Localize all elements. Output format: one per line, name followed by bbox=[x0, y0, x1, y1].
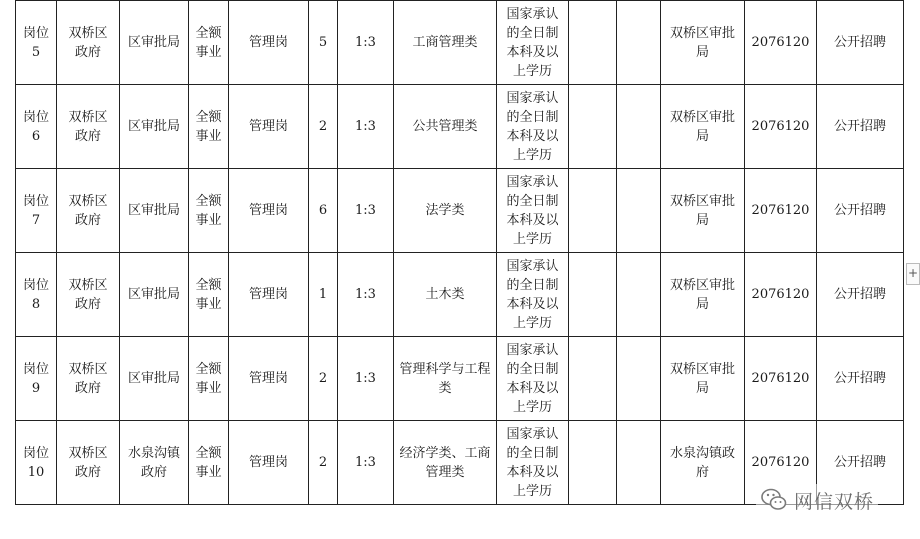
cell-ratio: 1:3 bbox=[338, 337, 394, 421]
cell-education: 国家承认 的全日制 本科及以 上学历 bbox=[497, 337, 569, 421]
cell-count: 2 bbox=[309, 421, 338, 505]
wechat-icon bbox=[760, 486, 788, 514]
cell-funding: 全额 事业 bbox=[189, 253, 229, 337]
cell-major: 管理科学与工程 类 bbox=[394, 337, 497, 421]
cell-count: 2 bbox=[309, 85, 338, 169]
cell-extra1 bbox=[569, 421, 617, 505]
cell-education: 国家承认 的全日制 本科及以 上学历 bbox=[497, 169, 569, 253]
cell-phone: 2076120 bbox=[745, 337, 817, 421]
cell-ratio: 1:3 bbox=[338, 1, 394, 85]
cell-department: 水泉沟镇政 府 bbox=[661, 421, 745, 505]
cell-extra2 bbox=[617, 169, 661, 253]
expand-handle[interactable]: + bbox=[906, 263, 920, 285]
cell-unit: 区审批局 bbox=[120, 337, 189, 421]
cell-extra2 bbox=[617, 85, 661, 169]
cell-extra2 bbox=[617, 421, 661, 505]
cell-method: 公开招聘 bbox=[817, 337, 904, 421]
watermark bbox=[756, 484, 878, 516]
cell-ratio: 1:3 bbox=[338, 253, 394, 337]
cell-extra1 bbox=[569, 169, 617, 253]
cell-district: 双桥区 政府 bbox=[57, 1, 120, 85]
cell-post-type: 管理岗 bbox=[229, 337, 309, 421]
cell-phone: 2076120 bbox=[745, 85, 817, 169]
cell-funding: 全额 事业 bbox=[189, 337, 229, 421]
cell-major: 法学类 bbox=[394, 169, 497, 253]
cell-post-type: 管理岗 bbox=[229, 85, 309, 169]
cell-district: 双桥区 政府 bbox=[57, 85, 120, 169]
cell-post-type: 管理岗 bbox=[229, 421, 309, 505]
cell-method: 公开招聘 bbox=[817, 421, 904, 505]
cell-department: 双桥区审批 局 bbox=[661, 337, 745, 421]
cell-district: 双桥区 政府 bbox=[57, 337, 120, 421]
cell-extra2 bbox=[617, 1, 661, 85]
cell-method: 公开招聘 bbox=[817, 253, 904, 337]
cell-education: 国家承认 的全日制 本科及以 上学历 bbox=[497, 421, 569, 505]
cell-extra2 bbox=[617, 253, 661, 337]
cell-method: 公开招聘 bbox=[817, 1, 904, 85]
cell-ratio: 1:3 bbox=[338, 421, 394, 505]
cell-ratio: 1:3 bbox=[338, 85, 394, 169]
cell-major: 经济学类、工商 管理类 bbox=[394, 421, 497, 505]
cell-phone: 2076120 bbox=[745, 253, 817, 337]
table-row bbox=[16, 85, 904, 169]
cell-extra2 bbox=[617, 337, 661, 421]
cell-unit: 区审批局 bbox=[120, 169, 189, 253]
cell-education: 国家承认 的全日制 本科及以 上学历 bbox=[497, 1, 569, 85]
cell-count: 5 bbox=[309, 1, 338, 85]
cell-funding: 全额 事业 bbox=[189, 85, 229, 169]
cell-extra1 bbox=[569, 1, 617, 85]
cell-department: 双桥区审批 局 bbox=[661, 253, 745, 337]
cell-method: 公开招聘 bbox=[817, 169, 904, 253]
cell-post: 岗位 9 bbox=[16, 337, 57, 421]
cell-major: 公共管理类 bbox=[394, 85, 497, 169]
table-row bbox=[16, 337, 904, 421]
cell-extra1 bbox=[569, 85, 617, 169]
cell-unit: 区审批局 bbox=[120, 1, 189, 85]
cell-funding: 全额 事业 bbox=[189, 421, 229, 505]
cell-post: 岗位 6 bbox=[16, 85, 57, 169]
cell-department: 双桥区审批 局 bbox=[661, 85, 745, 169]
cell-major: 土木类 bbox=[394, 253, 497, 337]
cell-education: 国家承认 的全日制 本科及以 上学历 bbox=[497, 85, 569, 169]
cell-funding: 全额 事业 bbox=[189, 169, 229, 253]
cell-district: 双桥区 政府 bbox=[57, 169, 120, 253]
cell-extra1 bbox=[569, 253, 617, 337]
cell-count: 6 bbox=[309, 169, 338, 253]
table-row bbox=[16, 1, 904, 85]
cell-unit: 区审批局 bbox=[120, 253, 189, 337]
cell-post-type: 管理岗 bbox=[229, 169, 309, 253]
cell-funding: 全额 事业 bbox=[189, 1, 229, 85]
cell-unit: 区审批局 bbox=[120, 85, 189, 169]
cell-count: 2 bbox=[309, 337, 338, 421]
cell-extra1 bbox=[569, 337, 617, 421]
cell-district: 双桥区 政府 bbox=[57, 421, 120, 505]
cell-education: 国家承认 的全日制 本科及以 上学历 bbox=[497, 253, 569, 337]
cell-count: 1 bbox=[309, 253, 338, 337]
cell-major: 工商管理类 bbox=[394, 1, 497, 85]
cell-phone: 2076120 bbox=[745, 421, 817, 505]
cell-post: 岗位 5 bbox=[16, 1, 57, 85]
cell-ratio: 1:3 bbox=[338, 169, 394, 253]
cell-unit: 水泉沟镇 政府 bbox=[120, 421, 189, 505]
cell-phone: 2076120 bbox=[745, 1, 817, 85]
cell-post-type: 管理岗 bbox=[229, 1, 309, 85]
cell-post: 岗位 10 bbox=[16, 421, 57, 505]
cell-post-type: 管理岗 bbox=[229, 253, 309, 337]
watermark-text: 网信双桥 bbox=[794, 490, 875, 513]
cell-department: 双桥区审批 局 bbox=[661, 169, 745, 253]
cell-post: 岗位 8 bbox=[16, 253, 57, 337]
table-row bbox=[16, 169, 904, 253]
table-row bbox=[16, 253, 904, 337]
cell-department: 双桥区审批 局 bbox=[661, 1, 745, 85]
cell-post: 岗位 7 bbox=[16, 169, 57, 253]
cell-method: 公开招聘 bbox=[817, 85, 904, 169]
recruitment-table bbox=[15, 0, 904, 505]
cell-phone: 2076120 bbox=[745, 169, 817, 253]
cell-district: 双桥区 政府 bbox=[57, 253, 120, 337]
